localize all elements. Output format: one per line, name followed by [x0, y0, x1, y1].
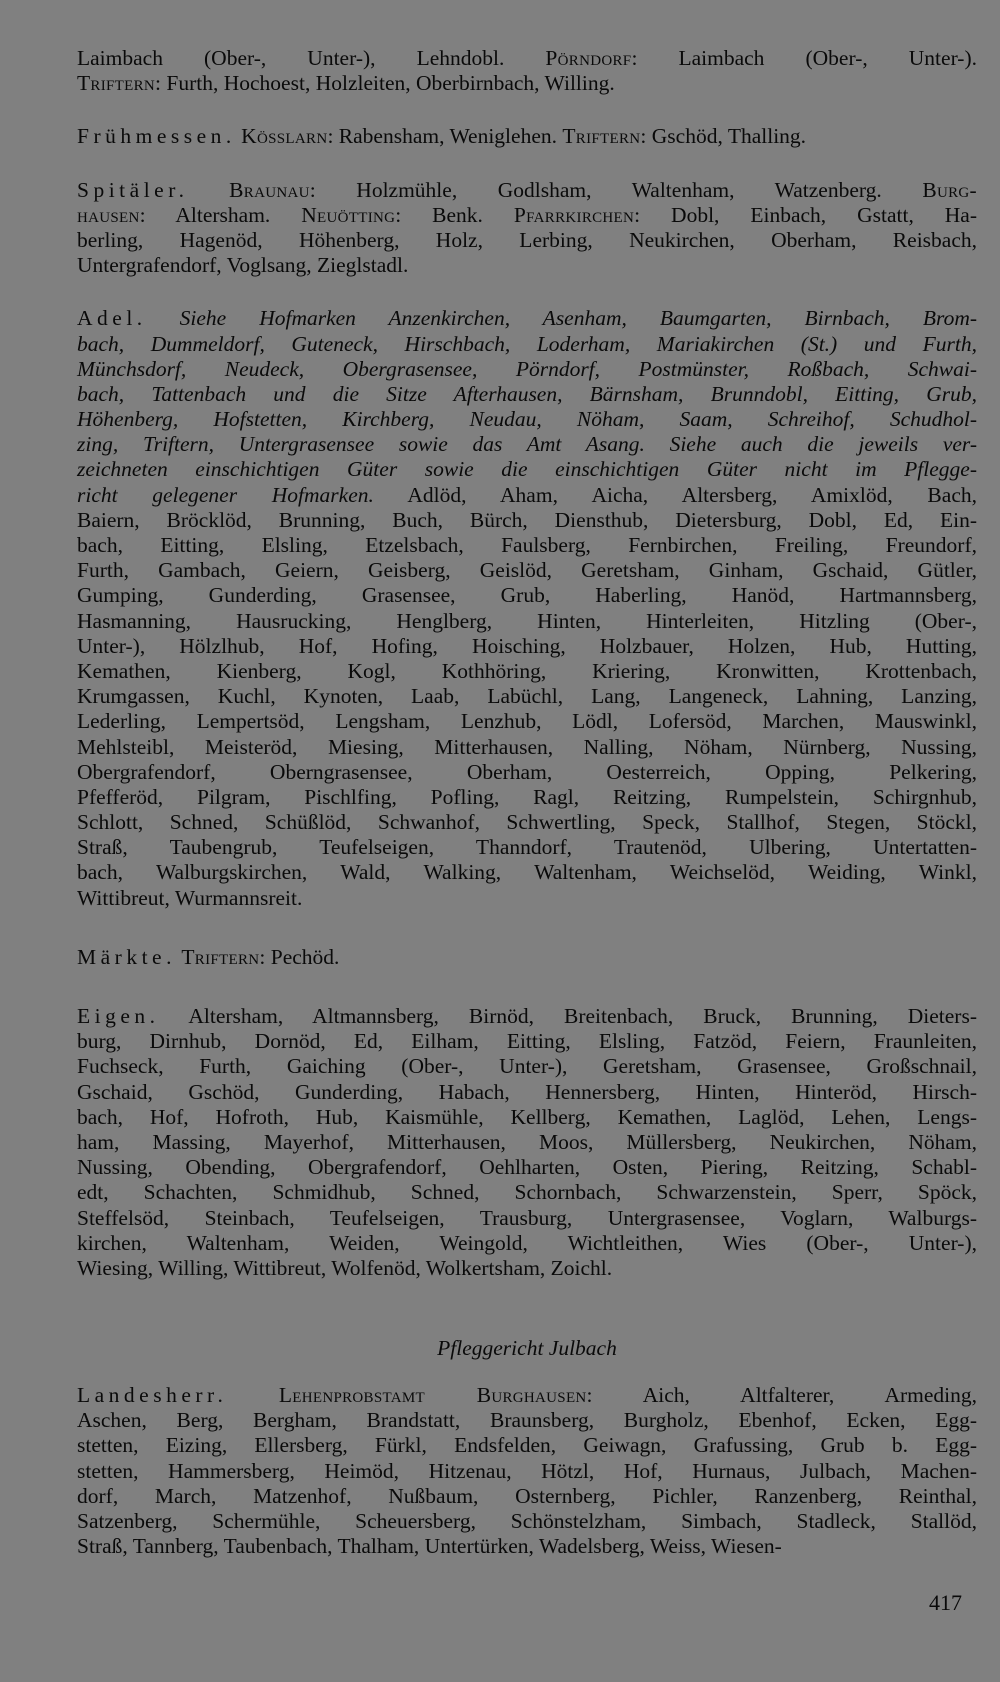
text-line: Straß, Taubengrub, Teufelseigen, Thanndorf, Trautenöd, Ulbering, Untertatten-: [77, 835, 977, 860]
text-line: hausen: Altersham. Neuötting: Benk. Pfarrkirchen: Dobl, Einbach, Gstatt, Ha-: [77, 202, 977, 227]
text-line: edt, Schachten, Schmidhub, Schned, Schornbach, Schwarzenstein, Sperr, Spöck,: [77, 1180, 977, 1205]
text-line: Wiesing, Willing, Wittibreut, Wolfenöd, Wolkertsham, Zoichl.: [77, 1255, 613, 1280]
text-line: Lederling, Lempertsöd, Lengsham, Lenzhub, Lödl, Lofersöd, Marchen, Mauswinkl,: [77, 709, 977, 734]
text-line: Krumgassen, Kuchl, Kynoten, Laab, Labüchl, Lang, Langeneck, Lahning, Lanzing,: [77, 684, 977, 709]
text-line: Schlott, Schned, Schüßlöd, Schwanhof, Schwertling, Speck, Stallhof, Stegen, Stöckl,: [77, 810, 977, 835]
section-heading-julbach: Pfleggericht Julbach: [437, 1336, 617, 1361]
text-line: Mehlsteibl, Meisteröd, Miesing, Mitterhausen, Nalling, Nöham, Nürnberg, Nussing,: [77, 734, 977, 759]
section-spitaeler: [77, 178, 977, 279]
section-label: Eigen.: [77, 1004, 160, 1028]
place-authority: Pörndorf: [545, 46, 632, 70]
italic-note: bach, Tattenbach und die Sitze Afterhausen, Bärnsham, Brunndobl, Eitting, Grub,: [77, 381, 977, 406]
text-line: kirchen, Waltenham, Weiden, Weingold, Wichtleithen, Wies (Ober-, Unter-),: [77, 1230, 977, 1255]
section-label: Spitäler.: [77, 177, 189, 202]
text-line: Satzenberg, Schermühle, Scheuersberg, Schönstelzham, Simbach, Stadleck, Stallöd,: [77, 1509, 977, 1533]
text-line: Kemathen, Kienberg, Kogl, Kothhöring, Kriering, Kronwitten, Krottenbach,: [77, 658, 977, 683]
text-line: Landesherr. Lehenprobstamt Burghausen: Aich, Altfalterer, Armeding,: [77, 1383, 977, 1408]
place-authority: Burg-: [922, 177, 978, 202]
place-authority: Pfarrkirchen: [513, 202, 635, 227]
document-page: [77, 46, 977, 1559]
text-line: Frühmessen. Kösslarn: Rabensham, Weniglehen. Triftern: Gschöd, Thalling.: [77, 124, 807, 149]
text-line: Gumping, Gunderding, Grasensee, Grub, Haberling, Hanöd, Hartmannsberg,: [77, 583, 977, 608]
text-line: dorf, March, Matzenhof, Nußbaum, Osternberg, Pichler, Ranzenberg, Reinthal,: [77, 1483, 977, 1508]
text-line: [77, 382, 977, 407]
page-number: 417: [929, 1590, 962, 1615]
section-maerkte: [77, 945, 977, 970]
italic-note: zing, Triftern, Untergrasensee sowie das Amt Asang. Siehe auch die jeweils ver-: [77, 432, 977, 457]
text-line: Baiern, Bröcklöd, Brunning, Buch, Bürch, Diensthub, Dietersburg, Dobl, Ed, Ein-: [77, 507, 977, 532]
section-label: Landesherr.: [77, 1383, 228, 1408]
section-label: Märkte.: [77, 944, 176, 969]
section-label: Adel.: [77, 306, 147, 331]
text-line: [77, 457, 977, 482]
text-line: Steffelsöd, Steinbach, Teufelseigen, Trausburg, Untergrasensee, Voglarn, Walburgs-: [77, 1205, 977, 1230]
section-adel: [77, 306, 977, 911]
text-line: Nussing, Obending, Obergrafendorf, Oehlharten, Osten, Piering, Reitzing, Schabl-: [77, 1155, 977, 1180]
text-line: bach, Walburgskirchen, Wald, Walking, Waltenham, Weichselöd, Weiding, Winkl,: [77, 860, 977, 885]
text-line: burg, Dirnhub, Dornöd, Ed, Eilham, Eitting, Elsling, Fatzöd, Feiern, Fraunleiten,: [77, 1029, 977, 1054]
text-line: Hasmanning, Hausrucking, Henglberg, Hinten, Hinterleiten, Hitzling (Ober-,: [77, 608, 977, 633]
text-line: Unter-), Hölzlhub, Hof, Hofing, Hoisching, Holzbauer, Holzen, Hub, Hutting,: [77, 633, 977, 658]
text-line: Gschaid, Gschöd, Gunderding, Habach, Hennersberg, Hinten, Hinteröd, Hirsch-: [77, 1079, 977, 1104]
text-line: Märkte. Triftern: Pechöd.: [77, 944, 340, 969]
italic-note: Höhenberg, Hofstetten, Kirchberg, Neudau, Nöham, Saam, Schreihof, Schudhol-: [77, 407, 977, 432]
text-line: Eigen. Altersham, Altmannsberg, Birnöd, Breitenbach, Bruck, Brunning, Dieters-: [77, 1004, 977, 1028]
text-line: richt gelegener Hofmarken. Adlöd, Aham, Aicha, Altersberg, Amixlöd, Bach,: [77, 482, 977, 507]
section-eigen: [77, 1004, 977, 1281]
text-line: Pfefferöd, Pilgram, Pischlfing, Pofling, Ragl, Reitzing, Rumpelstein, Schirgnhub,: [77, 784, 977, 809]
text-line: Laimbach (Ober-, Unter-), Lehndobl. Pörndorf: Laimbach (Ober-, Unter-).: [77, 46, 977, 70]
place-authority: Triftern: [562, 124, 641, 149]
section-intro: [77, 46, 977, 96]
text-line: stetten, Eizing, Ellersberg, Fürkl, Endsfelden, Geiwagn, Grafussing, Grub b. Egg-: [77, 1433, 977, 1458]
section-landesherr: [77, 1383, 977, 1559]
text-line: Spitäler. Braunau: Holzmühle, Godlsham, Waltenham, Watzenberg. Burg-: [77, 177, 978, 202]
place-authority: Braunau: [229, 177, 310, 202]
italic-note: zeichneten einschichtigen Güter sowie die einschichtigen Güter nicht im Pflegge-: [77, 457, 977, 482]
text-line: Obergrafendorf, Oberngrasensee, Oberham, Oesterreich, Opping, Pelkering,: [77, 759, 977, 784]
place-authority: hausen: [77, 202, 140, 227]
text-line: [77, 357, 977, 382]
text-line: ham, Massing, Mayerhof, Mitterhausen, Moos, Müllersberg, Neukirchen, Nöham,: [77, 1129, 977, 1154]
text-line: stetten, Hammersberg, Heimöd, Hitzenau, Hötzl, Hof, Hurnaus, Julbach, Machen-: [77, 1458, 977, 1483]
text-line: Fuchseck, Furth, Gaiching (Ober-, Unter-), Geretsham, Grasensee, Großschnail,: [77, 1054, 977, 1079]
section-label: Frühmessen.: [77, 124, 236, 149]
italic-note: bach, Dummeldorf, Guteneck, Hirschbach, Loderham, Mariakirchen (St.) und Furth,: [77, 331, 977, 356]
italic-note: richt gelegener Hofmarken.: [77, 482, 374, 507]
place-authority: Kösslarn: [241, 124, 328, 149]
italic-note: Siehe Hofmarken Anzenkirchen, Asenham, Baumgarten, Birnbach, Brom-: [179, 306, 977, 331]
place-authority: Lehenprobstamt Burghausen: [278, 1383, 587, 1408]
text-line: bach, Hof, Hofroth, Hub, Kaismühle, Kellberg, Kemathen, Laglöd, Lehen, Lengs-: [77, 1104, 977, 1129]
text-line: berling, Hagenöd, Höhenberg, Holz, Lerbing, Neukirchen, Oberham, Reisbach,: [77, 227, 977, 252]
text-line: Wittibreut, Wurmannsreit.: [77, 885, 303, 910]
text-line: Furth, Gambach, Geiern, Geisberg, Geislöd, Geretsham, Ginham, Gschaid, Gütler,: [77, 558, 977, 583]
text-line: [77, 306, 977, 331]
text-line: Straß, Tannberg, Taubenbach, Thalham, Untertürken, Wadelsberg, Weiss, Wiesen-: [77, 1534, 782, 1559]
place-authority: Triftern: [77, 71, 156, 96]
text-line: Untergrafendorf, Voglsang, Zieglstadl.: [77, 253, 409, 278]
italic-note: Münchsdorf, Neudeck, Obergrasensee, Pörndorf, Postmünster, Roßbach, Schwai-: [77, 356, 977, 381]
text-line: Triftern: Furth, Hochoest, Holzleiten, Oberbirnbach, Willing.: [77, 71, 615, 96]
text-line: [77, 332, 977, 357]
section-fruehmessen: [77, 124, 977, 149]
text-line: bach, Eitting, Elsling, Etzelsbach, Faulsberg, Fernbirchen, Freiling, Freundorf,: [77, 533, 977, 557]
place-authority: Triftern: [181, 944, 260, 969]
text-line: [77, 432, 977, 457]
place-authority: Neuötting: [301, 202, 396, 227]
text-line: [77, 407, 977, 432]
text-line: Aschen, Berg, Bergham, Brandstatt, Braunsberg, Burgholz, Ebenhof, Ecken, Egg-: [77, 1408, 977, 1433]
